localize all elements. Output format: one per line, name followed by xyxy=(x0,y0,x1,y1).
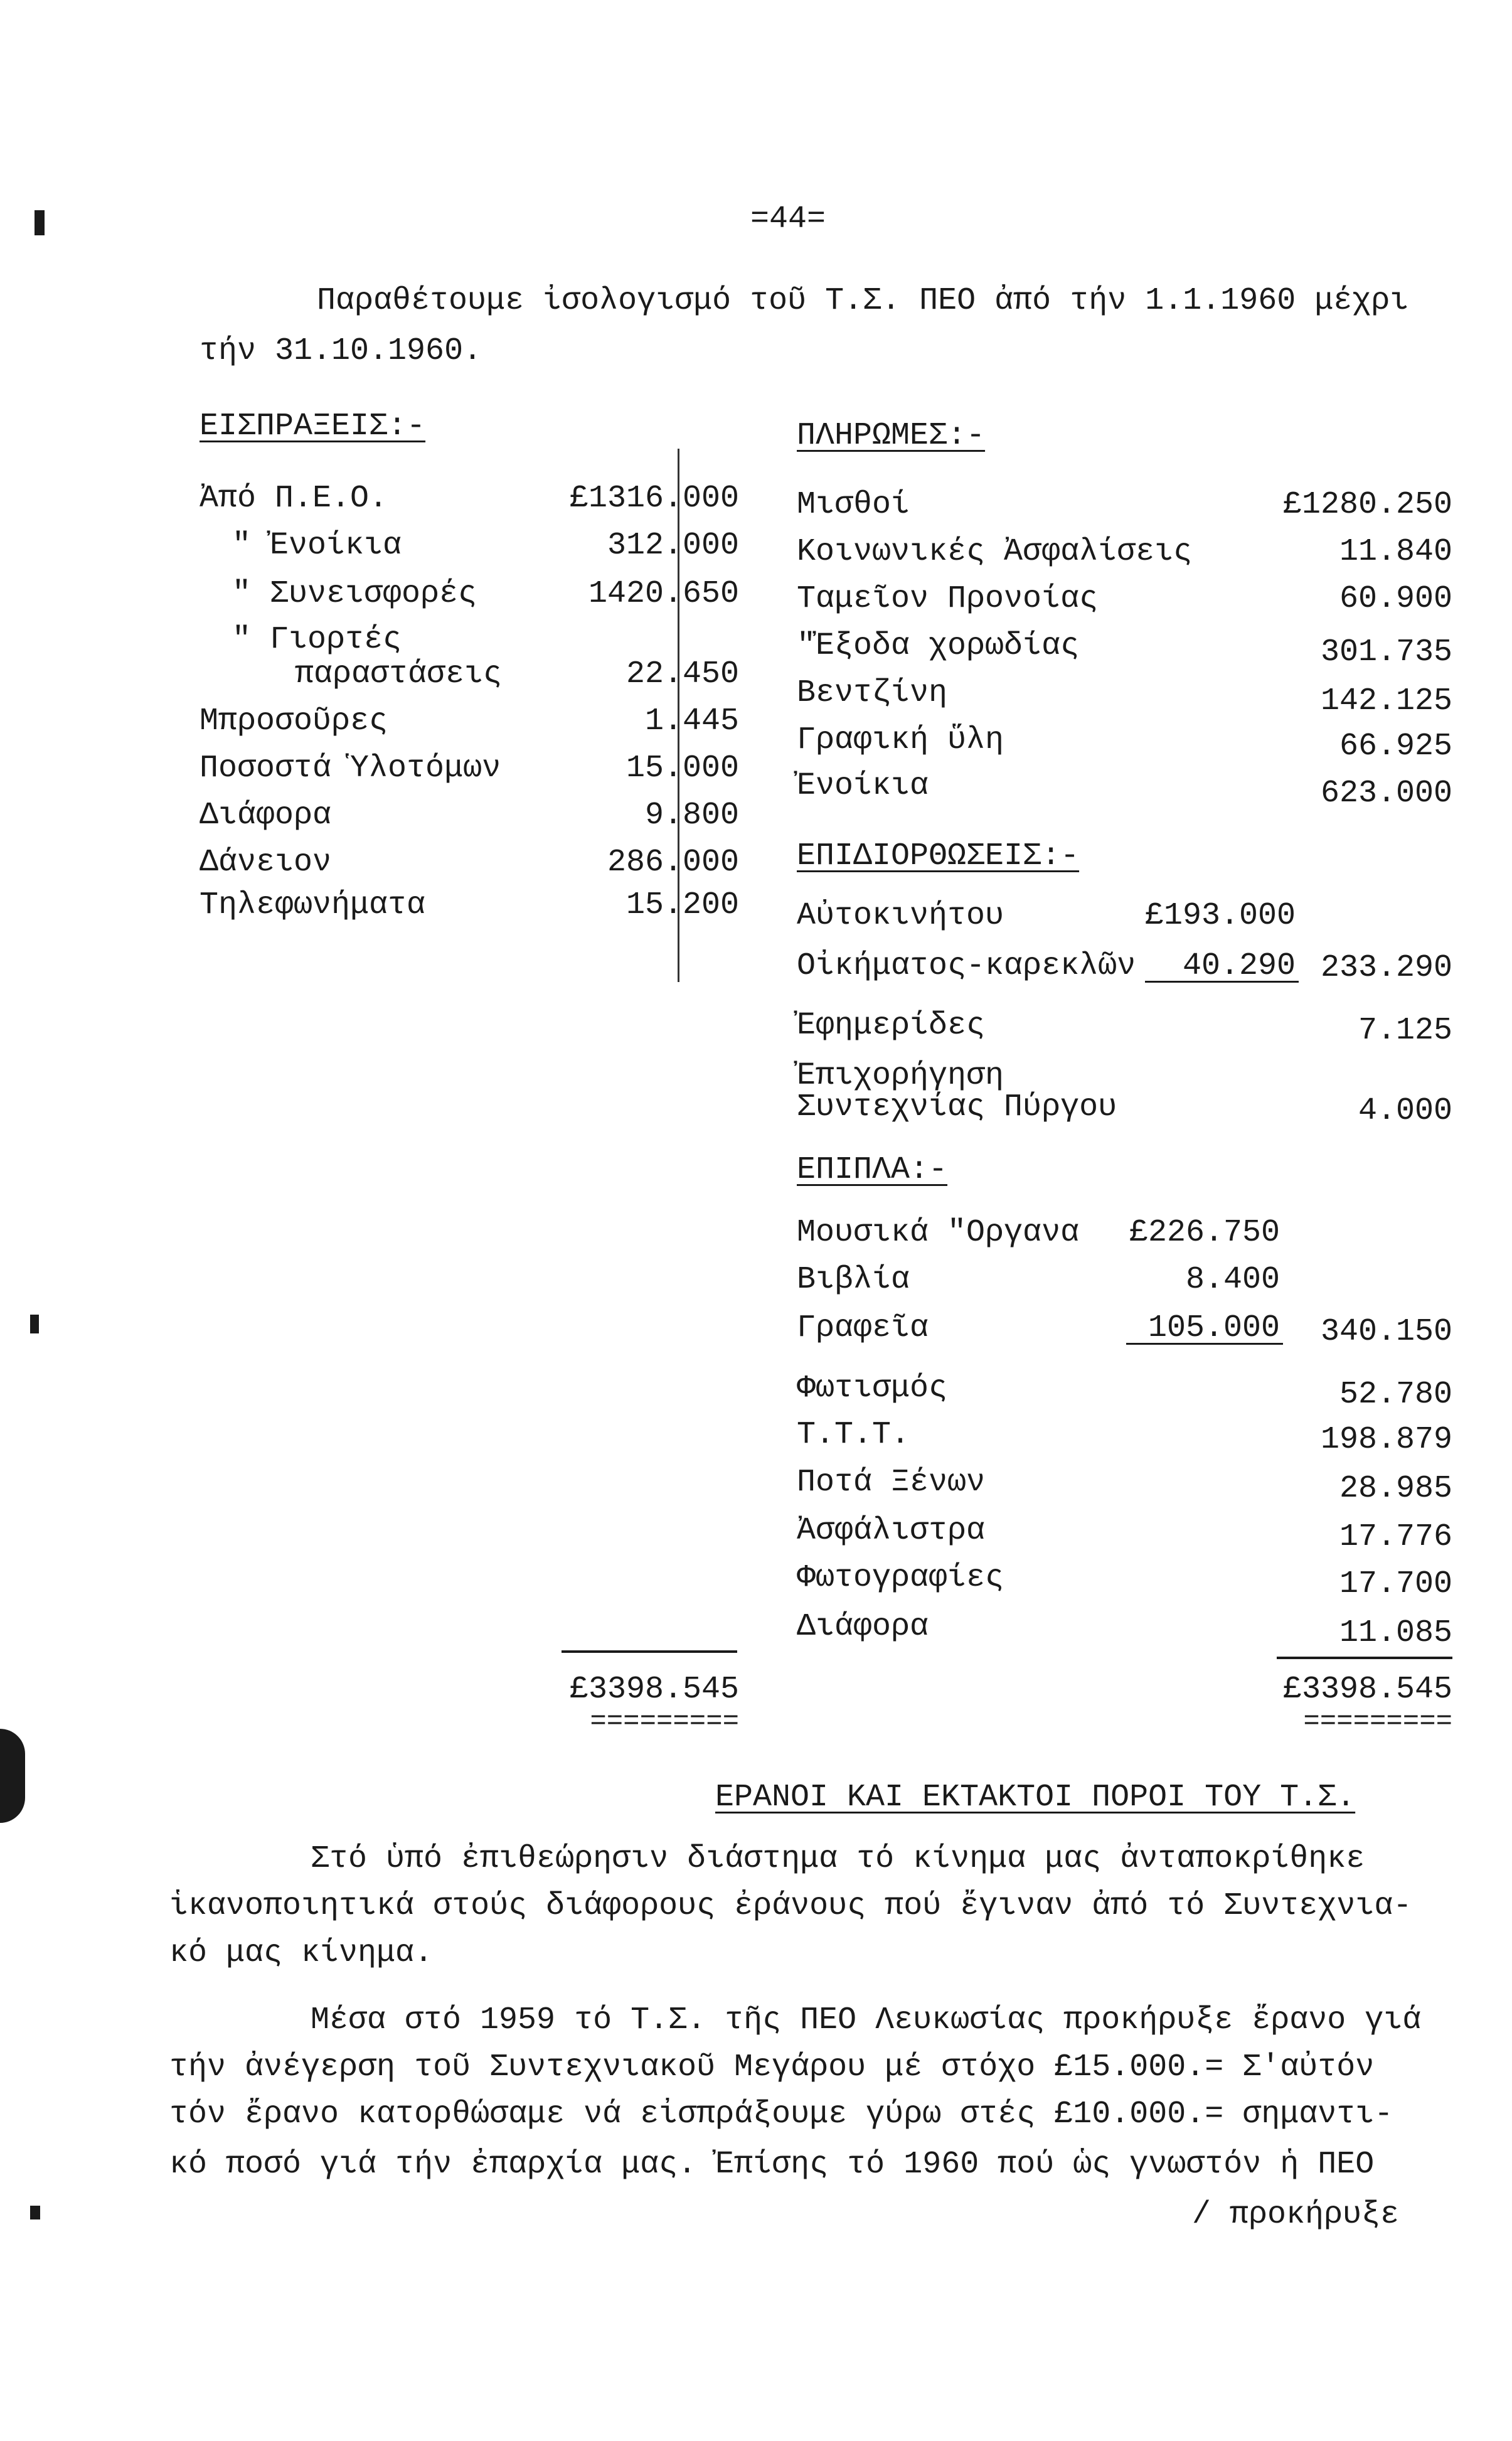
receipts-total-rule xyxy=(562,1650,737,1653)
intro-line-2: τήν 31.10.1960. xyxy=(200,333,482,369)
furniture-label: Μουσικά "Οργανα xyxy=(797,1215,1080,1251)
payments-total-rule xyxy=(1277,1657,1452,1659)
payment-amount: 28.985 xyxy=(1339,1471,1452,1507)
intro-line-1: Παραθέτουμε ἰσολογισμό τοῦ Τ.Σ. ΠΕΟ ἀπό τήν 1.1.1960 μέχρι xyxy=(317,283,1409,319)
payment-label: Ἐνοίκια xyxy=(797,768,929,804)
receipt-amount: 22.450 xyxy=(626,656,739,692)
payments-heading: ΠΛΗΡΩΜΕΣ:- xyxy=(797,418,986,454)
repairs-subtotal-rule xyxy=(1145,981,1299,983)
payment-amount: 11.085 xyxy=(1339,1615,1452,1651)
payment-amount: 60.900 xyxy=(1339,581,1452,617)
receipt-label: Μπροσοῦρες xyxy=(200,703,388,739)
furniture-subamount: 8.400 xyxy=(1185,1262,1280,1298)
payment-amount: 142.125 xyxy=(1320,683,1452,719)
payment-amount: 623.000 xyxy=(1320,776,1452,811)
payment-label: Ποτά Ξένων xyxy=(797,1465,986,1500)
receipt-amount: 312.000 xyxy=(607,528,739,564)
payment-label: Τ.Τ.Τ. xyxy=(797,1417,910,1453)
receipt-label: Τηλεφωνήματα xyxy=(200,887,426,923)
receipt-label: Δάνειον xyxy=(200,845,332,880)
repair-subamount: £193.000 xyxy=(1144,898,1296,934)
repair-label: Οἰκήματος-καρεκλῶν xyxy=(797,948,1136,984)
payments-total: £3398.545 xyxy=(1282,1672,1452,1707)
margin-mark xyxy=(30,1315,39,1333)
paragraph-line: κό μας κίνημα. xyxy=(169,1935,434,1971)
receipt-label: Ποσοστά Ὑλοτόμων xyxy=(200,750,501,786)
payment-amount: 17.700 xyxy=(1339,1566,1452,1602)
paragraph-line: τήν ἀνέγερση τοῦ Συντεχνιακοῦ Μεγάρου μέ στόχο £15.000.= Σ'αὐτόν xyxy=(169,2049,1375,2085)
payment-amount: 7.125 xyxy=(1358,1013,1452,1049)
paragraph-line: Μέσα στό 1959 τό Τ.Σ. τῆς ΠΕΟ Λευκωσίας προκήρυξε ἔρανο γιά xyxy=(311,2002,1422,2038)
receipts-total: £3398.545 xyxy=(569,1672,739,1707)
receipt-amount: 9.800 xyxy=(644,798,739,833)
receipts-heading: ΕΙΣΠΡΑΞΕΙΣ:- xyxy=(200,409,426,444)
payment-label: Ἐφημερίδες xyxy=(797,1008,986,1044)
receipt-amount: 15.200 xyxy=(626,887,739,923)
receipt-label-cont: παραστάσεις xyxy=(295,656,503,692)
payment-amount: 17.776 xyxy=(1339,1519,1452,1555)
receipt-amount: 1420.650 xyxy=(588,576,739,612)
payment-amount: 301.735 xyxy=(1320,634,1452,670)
furniture-amount: 340.150 xyxy=(1320,1314,1452,1350)
payment-label: Ἐπιχορήγηση xyxy=(797,1058,1004,1094)
payment-label: Ταμεῖον Προνοίας xyxy=(797,581,1099,617)
payment-amount: 198.879 xyxy=(1320,1422,1452,1458)
paragraph-line: Στό ὑπό ἐπιθεώρησιν διάστημα τό κίνημα μας ἀνταποκρίθηκε xyxy=(311,1841,1365,1877)
continuation-note: / προκήρυξε xyxy=(1192,2197,1400,2233)
page-number: =44= xyxy=(750,201,826,237)
receipts-total-underline: ========= xyxy=(590,1706,739,1738)
furniture-subamount: £226.750 xyxy=(1129,1215,1280,1251)
payment-label: Φωτισμός xyxy=(797,1370,948,1406)
paragraph-line: κό ποσό γιά τήν ἐπαρχία μας. Ἐπίσης τό 1960 πού ὡς γνωστόν ἡ ΠΕΟ xyxy=(169,2147,1375,2182)
repair-label: Αὐτοκινήτου xyxy=(797,898,1004,934)
payment-label: Ἀσφάλιστρα xyxy=(797,1513,986,1549)
receipt-amount: 15.000 xyxy=(626,750,739,786)
paragraph-line: τόν ἔρανο κατορθώσαμε νά εἰσπράξουμε γύρω στές £10.000.= σημαντι- xyxy=(169,2096,1393,2132)
furniture-label: Βιβλία xyxy=(797,1262,910,1298)
paragraph-line: ἱκανοποιητικά στούς διάφορους ἐράνους πού ἔγιναν ἀπό τό Συντεχνια- xyxy=(169,1888,1412,1924)
payment-amount: 52.780 xyxy=(1339,1377,1452,1413)
payment-amount: 66.925 xyxy=(1339,729,1452,764)
furniture-subtotal-rule xyxy=(1126,1343,1283,1345)
payment-amount: 4.000 xyxy=(1358,1093,1452,1129)
receipt-label: " Γιορτές xyxy=(232,622,402,658)
payment-amount: £1280.250 xyxy=(1282,487,1452,523)
payment-label: Γραφική ὕλη xyxy=(797,722,1004,758)
furniture-subamount: 105.000 xyxy=(1147,1310,1280,1346)
payment-label: Φωτογραφίες xyxy=(797,1560,1004,1596)
payment-label: Διάφορα xyxy=(797,1609,929,1645)
receipt-amount: £1316.000 xyxy=(569,481,739,516)
payment-label: "Ἐξοδα χορωδίας xyxy=(797,628,1080,664)
payment-label: Κοινωνικές Ἀσφαλίσεις xyxy=(797,534,1193,570)
repairs-heading: ΕΠΙΔΙΟΡΘΩΣΕΙΣ:- xyxy=(797,838,1080,874)
payment-label: Βεντζίνη xyxy=(797,675,948,711)
payment-amount: 11.840 xyxy=(1339,534,1452,570)
section-heading: ΕΡΑΝΟΙ ΚΑΙ ΕΚΤΑΚΤΟΙ ΠΟΡΟΙ ΤΟΥ Τ.Σ. xyxy=(715,1780,1356,1815)
binder-hole-mark xyxy=(0,1729,25,1823)
repair-amount: 233.290 xyxy=(1320,950,1452,986)
receipt-amount: 1.445 xyxy=(644,703,739,739)
payments-total-underline: ========= xyxy=(1303,1706,1452,1738)
receipt-amount: 286.000 xyxy=(607,845,739,880)
payment-label: Μισθοί xyxy=(797,487,910,523)
receipt-label: " Συνεισφορές xyxy=(232,576,477,612)
margin-mark xyxy=(35,210,45,235)
receipt-label: Ἀπό Π.Ε.Ο. xyxy=(200,481,388,516)
receipt-label: " Ἐνοίκια xyxy=(232,528,402,564)
receipt-label: Διάφορα xyxy=(200,798,332,833)
furniture-label: Γραφεῖα xyxy=(797,1310,929,1346)
margin-mark xyxy=(30,2206,40,2219)
furniture-heading: ΕΠΙΠΛΑ:- xyxy=(797,1152,948,1188)
repair-subamount: 40.290 xyxy=(1182,948,1296,984)
payment-label-cont: Συντεχνίας Πύργου xyxy=(797,1089,1117,1125)
